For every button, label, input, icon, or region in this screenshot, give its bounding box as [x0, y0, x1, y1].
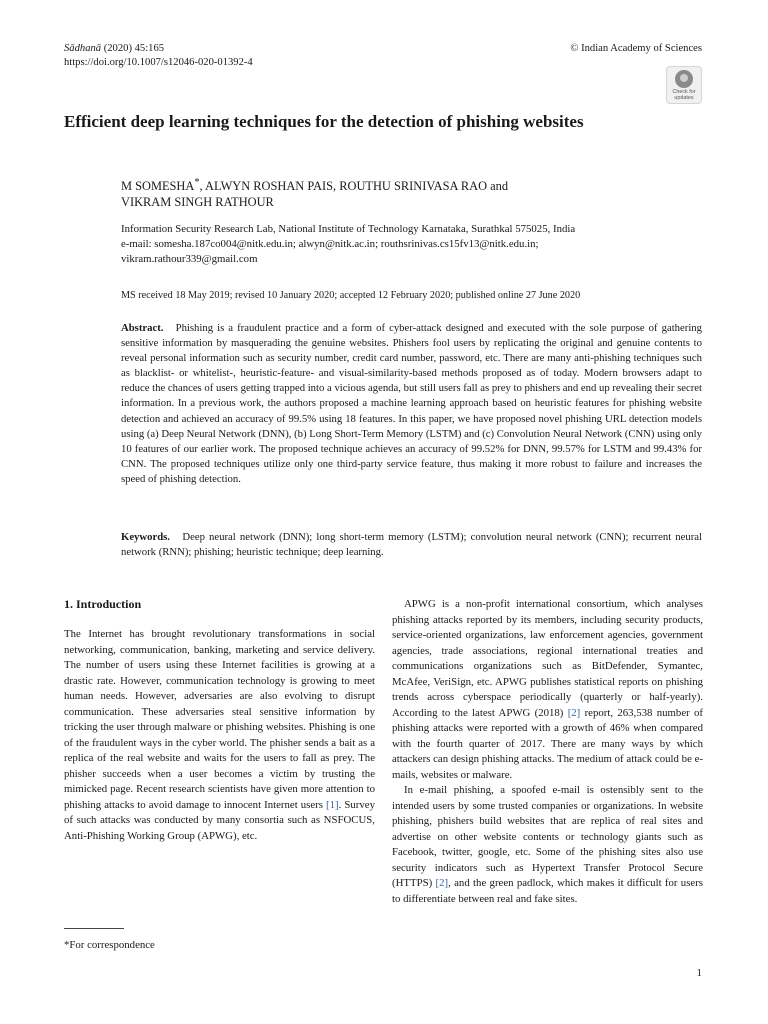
footnote-rule	[64, 928, 124, 929]
journal-name: Sādhanā	[64, 43, 102, 54]
intro-paragraph-3: In e-mail phishing, a spoofed e-mail is ostensibly sent to the intended users by some trusted companies or organizations. In website phishing, phishers build websites that are replica of real sites and advertise on other website contents or technology giants such as Facebook, twitter, google, etc. Some of the phishing sites also use security indicators such as Hypertext Transfer Protocol Secure (HTTPS) [2], and the green padlock, which makes it difficult for users to differentiate between real and fake sites.	[392, 784, 704, 905]
check-updates-icon	[675, 70, 693, 88]
citation-link-2[interactable]: [2]	[567, 706, 581, 719]
manuscript-history: MS received 18 May 2019; revised 10 January 2020; accepted 12 February 2020; published online 27 June 2020	[121, 290, 581, 301]
right-column	[392, 597, 703, 907]
affiliation-line: Information Security Research Lab, National Institute of Technology Karnataka, Surathkal 575025, India	[121, 223, 576, 235]
author-last: VIKRAM SINGH RATHOUR	[121, 195, 274, 210]
intro-paragraph-2: APWG is a non-profit international consortium, which analyses phishing attacks reported by its members, including security products, service-oriented organizations, law enforcement agencies, government agencies, trade associations, regional international treaties and communications organizations such as BitDefender, Symantec, McAfee, VeriSign, etc. APWG publishes statistical reports on phishing trends across cyberspace periodically (quarterly or half-yearly). According to the latest APWG (2018) [2] report, 263,538 number of phishing attacks were reported with a growth of 46% when compared with the fourth quarter of 2017. There are many ways by which attackers can design phishing attacks. The medium of attack could be e-mails, websites or malware.	[392, 598, 703, 781]
check-for-updates-badge[interactable]	[666, 66, 702, 104]
email-line: e-mail: somesha.187co004@nitk.edu.in; alwyn@nitk.ac.in; routhsrinivas.cs15fv13@nitk.edu.in;	[121, 238, 539, 250]
badge-line-2: updates	[674, 95, 694, 101]
article-title: Efficient deep learning techniques for the detection of phishing websites	[64, 112, 584, 131]
author-list	[121, 175, 641, 210]
footnote-correspondence: *For correspondence	[64, 939, 155, 951]
keywords	[121, 530, 702, 560]
left-column	[64, 627, 375, 844]
page-number: 1	[696, 967, 702, 979]
doi-link[interactable]: https://doi.org/10.1007/s12046-020-01392-4	[64, 57, 253, 68]
volume-info: (2020) 45:165	[103, 43, 165, 54]
intro-paragraph-1: The Internet has brought revolutionary transformations in social networking, communication, banking, marketing and service delivery. The number of users using these Internet facilities is growing at a drastic rate. However, communication technology is growing to meet human needs. However, adversaries are also evolving to disrupt communication. These adversaries steal sensitive information by tricking the user through malware or phishing websites. Phishing is one of the fraudulent ways in the cyber world. The phisher sends a bait as a replica of the real website and waits for the users to fall as prey. The phisher succeeds when a user becomes a victim by trusting the mimicked page. Recent research scientists have given more attention to phishing attacks to avoid damage to innocent Internet users [1]. Survey of such attacks was conducted by many consortia such as NSFOCUS, Anti-Phishing Working Group (APWG), etc.	[64, 628, 375, 842]
citation-link-3[interactable]: [2]	[435, 877, 449, 889]
abstract	[121, 321, 702, 487]
corresponding-star: *	[194, 177, 200, 188]
keywords-text: Deep neural network (DNN); long short-term memory (LSTM); convolution neural network (CNN); recurrent neural network (RNN); phishing; heuristic technique; deep learning.	[121, 531, 702, 559]
abstract-label: Abstract.	[121, 322, 164, 334]
abstract-text: Phishing is a fraudulent practice and a form of cyber-attack designed and executed with the sole purpose of gathering sensitive information by masquerading the genuine websites. Phishers fool users by replicating the original and genuine contents to reveal personal information such as security number, credit card number, password, etc. There are many anti-phishing techniques such as blacklist- or whitelist-, heuristic-feature- and visual-similarity-based methods proposed as of today. Modern browsers adapt to reduce the chances of users getting trapped into a vicious agenda, but still users fall as prey to phishers and end up revealing their secret information. In a previous work, the authors proposed a machine learning approach based on heuristic features for phishing website detection and achieved an accuracy of 99.5% using 18 features. In this paper, we have proposed novel phishing URL detection models using (a) Deep Neural Network (DNN), (b) Long Short-Term Memory (LSTM) and (c) Convolution Neural Network (CNN) using only 10 features of our earlier work. The proposed technique achieves an accuracy of 99.52% for DNN, 99.57% for LSTM and 99.43% for CNN. The proposed techniques utilize only one third-party service feature, thus making it more robust to failure and increases the speed of phishing detection.	[121, 322, 702, 485]
author-first: M SOMESHA	[121, 179, 195, 194]
publisher-credit: © Indian Academy of Sciences	[570, 43, 702, 54]
badge-line-1: Check for	[672, 89, 696, 95]
citation-link-1[interactable]: [1]	[326, 798, 339, 811]
affiliation	[121, 222, 721, 267]
section-heading-introduction: 1. Introduction	[64, 597, 142, 611]
journal-citation	[64, 41, 164, 56]
email-line-continued: vikram.rathour339@gmail.com	[121, 253, 258, 265]
keywords-label: Keywords.	[121, 531, 170, 543]
author-rest: , ALWYN ROSHAN PAIS, ROUTHU SRINIVASA RAO and	[199, 179, 509, 194]
